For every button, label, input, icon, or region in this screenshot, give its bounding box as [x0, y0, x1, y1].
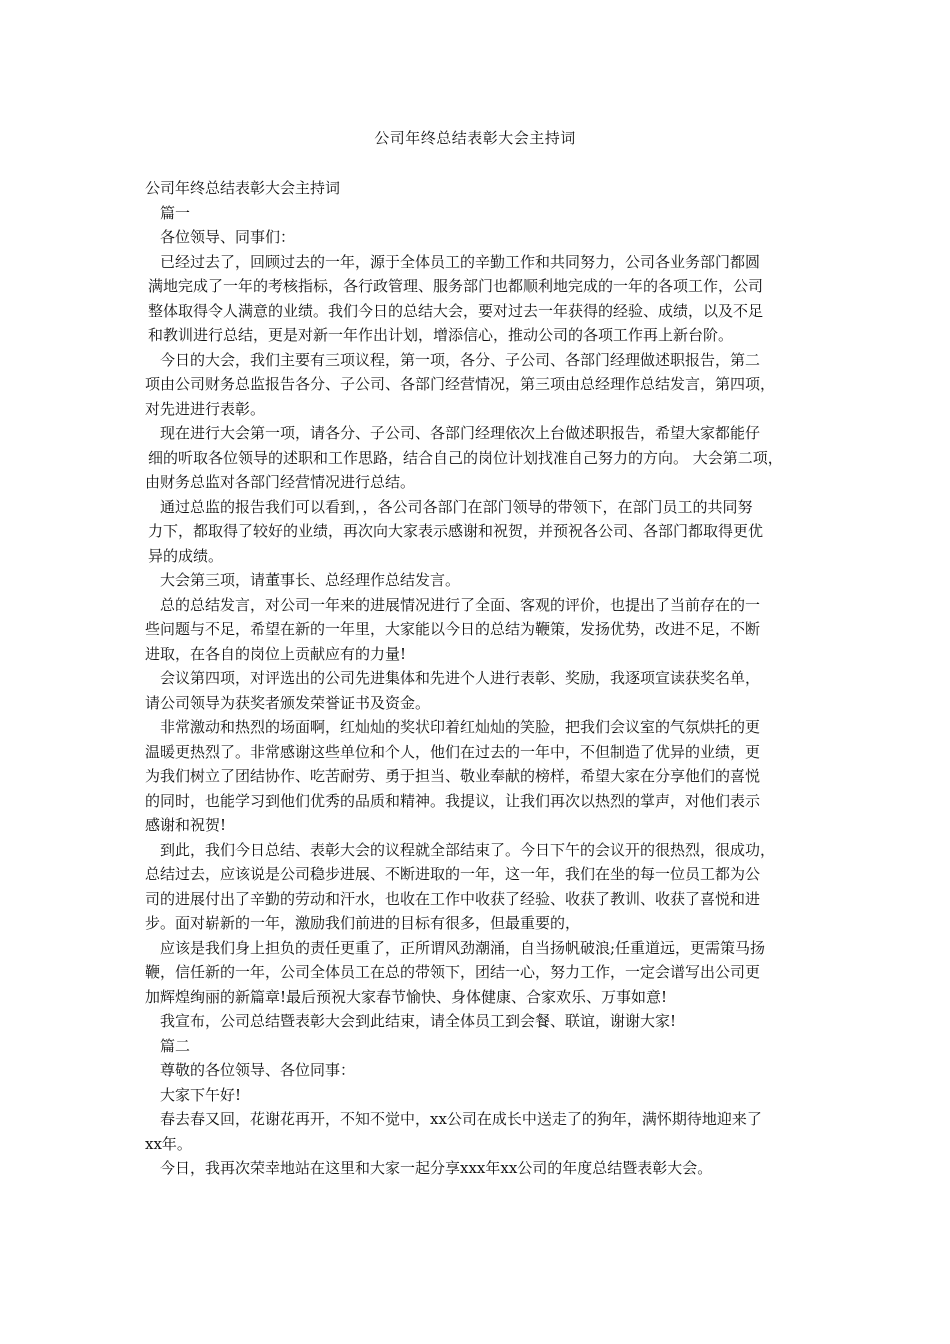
text-line: 为我们树立了团结协作、吃苦耐劳、勇于担当、敬业奉献的榜样，希望大家在分享他们的喜悦 — [145, 767, 761, 785]
text-line: 会议第四项，对评选出的公司先进集体和先进个人进行表彰、奖励，我逐项宣读获奖名单， — [160, 669, 761, 687]
text-line: 满地完成了一年的考核指标，各行政管理、服务部门也都顺利地完成的一年的各项工作，公司 — [148, 277, 764, 295]
text-line: 加辉煌绚丽的新篇章!最后预祝大家春节愉快、身体健康、合家欢乐、万事如意! — [145, 987, 668, 1006]
text-line: 些问题与不足，希望在新的一年里，大家能以今日的总结为鞭策，发扬优势，改进不足，不断 — [145, 620, 761, 638]
text-line: 大会第三项，请董事长、总经理作总结发言。 — [160, 571, 461, 589]
text-line: 整体取得令人满意的业绩。我们今日的总结大会，要对过去一年获得的经验、成绩，以及不足 — [148, 301, 764, 320]
text-line: 总的总结发言，对公司一年来的进展情况进行了全面、客观的评价，也提出了当前存在的一 — [160, 595, 761, 614]
text-line: 温暖更热烈了。非常感谢这些单位和个人，他们在过去的一年中，不但制造了优异的业绩，更 — [145, 742, 761, 761]
text-line: 步。面对崭新的一年，激励我们前进的目标有很多，但最重要的， — [145, 914, 581, 932]
text-line: 力下，都取得了较好的业绩，再次向大家表示感谢和祝贺，并预祝各公司、各部门都取得更优 — [148, 522, 764, 540]
text-line: 由财务总监对各部门经营情况进行总结。 — [145, 473, 416, 491]
text-line: 异的成绩。 — [148, 546, 224, 565]
text-line: 已经过去了，回顾过去的一年，源于全体员工的辛勤工作和共同努力，公司各业务部门都圆 — [160, 252, 761, 271]
text-line: 我宣布，公司总结暨表彰大会到此结束，请全体员工到会餐、联谊，谢谢大家! — [160, 1012, 677, 1030]
text-line: 大家下午好! — [160, 1085, 242, 1104]
text-line: 篇一 — [160, 203, 191, 222]
text-line: 司的进展付出了辛勤的劳动和汗水，也收在工作中收获了经验、收获了教训、收获了喜悦和进 — [145, 889, 761, 908]
text-line: 总结过去，应该说是公司稳步进展、不断进取的一年，这一年，我们在坐的每一位员工都为公 — [145, 865, 761, 883]
text-line: 的同时，也能学习到他们优秀的品质和精神。我提议，让我们再次以热烈的掌声，对他们表示 — [145, 791, 761, 810]
text-line: 春去春又回，花谢花再开，不知不觉中，xx公司在成长中送走了的狗年，满怀期待地迎来了 — [160, 1110, 762, 1128]
text-line: 篇二 — [160, 1036, 191, 1055]
text-line: 应该是我们身上担负的责任更重了，正所谓风劲潮涌，自当扬帆破浪;任重道远，更需策马扬 — [160, 938, 766, 957]
text-line: 和教训进行总结，更是对新一年作出计划，增添信心，推动公司的各项工作再上新台阶。 — [148, 326, 734, 344]
text-line: 对先进进行表彰。 — [145, 399, 266, 418]
text-line: 感谢和祝贺! — [145, 816, 227, 834]
document-body — [145, 176, 815, 1181]
text-line: xx年。 — [145, 1134, 192, 1153]
text-line: 请公司领导为获奖者颁发荣誉证书及资金。 — [145, 693, 431, 712]
page-title: 公司年终总结表彰大会主持词 — [374, 129, 576, 147]
text-line: 鞭，信任新的一年，公司全体员工在总的带领下，团结一心，努力工作，一定会谱写出公司更 — [145, 963, 761, 981]
text-line: 进取，在各自的岗位上贡献应有的力量! — [145, 644, 407, 663]
text-line: 到此，我们今日总结、表彰大会的议程就全部结束了。今日下午的会议开的很热烈，很成功， — [160, 840, 776, 859]
text-line: 项由公司财务总监报告各分、子公司、各部门经营情况，第三项由总经理作总结发言，第四项， — [145, 375, 776, 393]
text-line: 非常激动和热烈的场面啊，红灿灿的奖状印着红灿灿的笑脸，把我们会议室的气氛烘托的更 — [160, 718, 761, 736]
text-line: 现在进行大会第一项，请各分、子公司、各部门经理依次上台做述职报告，希望大家都能仔 — [160, 424, 761, 442]
text-line: 细的听取各位领导的述职和工作思路，结合自己的岗位计划找准自己努力的方向。 大会第二项， — [148, 448, 783, 467]
text-line: 公司年终总结表彰大会主持词 — [145, 179, 341, 197]
text-line: 通过总监的报告我们可以看到，，各公司各部门在部门领导的带领下，在部门员工的共同努 — [160, 497, 753, 516]
text-line: 尊敬的各位领导、各位同事： — [160, 1061, 356, 1079]
text-line: 今日的大会，我们主要有三项议程，第一项，各分、子公司、各部门经理做述职报告，第二 — [160, 350, 761, 369]
text-line: 今日，我再次荣幸地站在这里和大家一起分享xxx年xx公司的年度总结暨表彰大会。 — [160, 1159, 713, 1177]
text-line: 各位领导、同事们： — [160, 228, 296, 246]
